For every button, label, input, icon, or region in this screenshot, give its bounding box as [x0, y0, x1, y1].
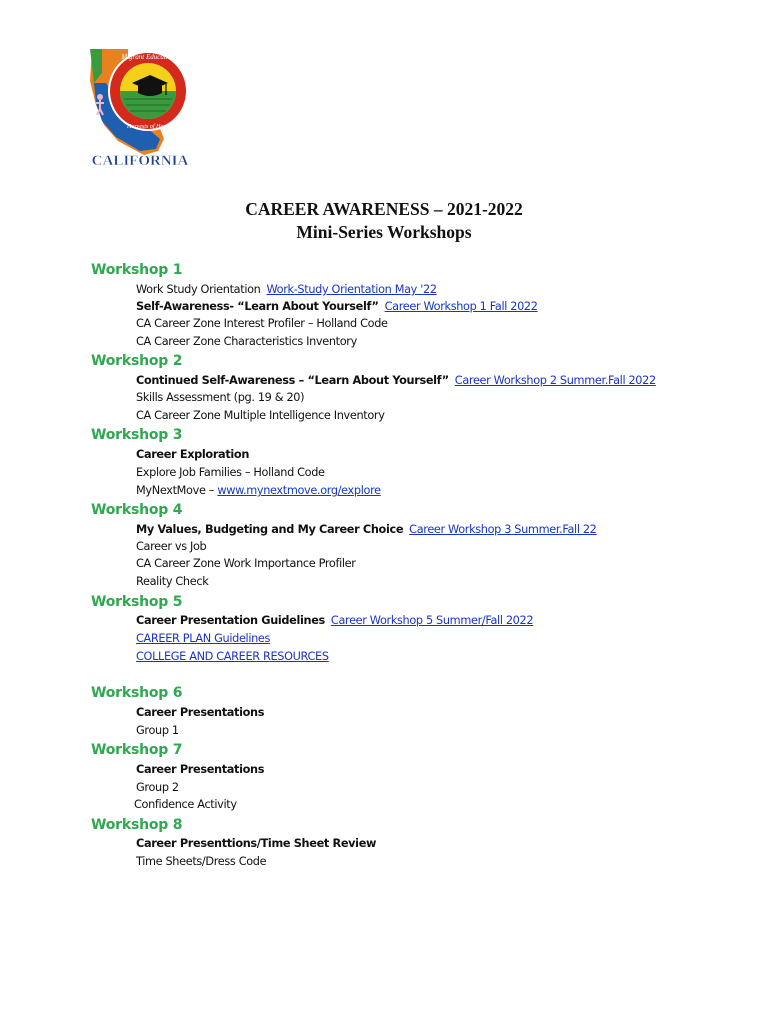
seal-text-bottom: Harvests of Hope — [127, 124, 169, 130]
workshop-4-item-4: Reality Check — [136, 575, 209, 588]
workshop-2-item-2: Skills Assessment (pg. 19 & 20) — [136, 391, 305, 404]
migrant-education-logo — [88, 43, 192, 171]
workshop-5-item-2 — [136, 632, 270, 645]
workshop-5-heading: Workshop 5 — [91, 594, 183, 610]
workshop-7-item-2: Group 2 — [136, 781, 179, 794]
workshop-1-item-1: Work Study Orientation Work-Study Orientation May '22 — [136, 283, 437, 296]
workshop-1-item-4: CA Career Zone Characteristics Inventory — [136, 335, 357, 348]
mynextmove-link[interactable]: www.mynextmove.org/explore — [217, 484, 381, 497]
workshop-2-heading: Workshop 2 — [91, 353, 183, 369]
workshop-3-item-2: Explore Job Families – Holland Code — [136, 466, 325, 479]
workshop-1-heading: Workshop 1 — [91, 262, 183, 278]
workshop-7-heading: Workshop 7 — [91, 742, 183, 758]
seal-text-top: Migrant Education — [121, 53, 175, 61]
workshop-4-heading: Workshop 4 — [91, 502, 183, 518]
workshop-2-item-3: CA Career Zone Multiple Intelligence Inventory — [136, 409, 385, 422]
logo-california-text: CALIFORNIA — [91, 153, 189, 169]
career-workshop-1-link[interactable]: Career Workshop 1 Fall 2022 — [384, 300, 538, 313]
workshop-1-item-2: Self-Awareness- “Learn About Yourself” Career Workshop 1 Fall 2022 — [136, 300, 538, 313]
career-workshop-5-link[interactable]: Career Workshop 5 Summer/Fall 2022 — [330, 614, 534, 627]
workshop-4-item-1: My Values, Budgeting and My Career Choice Career Workshop 3 Summer.Fall 22 — [136, 523, 597, 536]
workshop-1-item-3: CA Career Zone Interest Profiler – Holland Code — [136, 317, 388, 330]
workshop-2-item-1: Continued Self-Awareness – “Learn About Yourself” Career Workshop 2 Summer.Fall 2022 — [136, 374, 656, 387]
career-workshop-3-link[interactable]: Career Workshop 3 Summer.Fall 22 — [409, 523, 597, 536]
workshop-3-item-1: Career Exploration — [136, 448, 250, 461]
college-career-resources-link[interactable]: COLLEGE AND CAREER RESOURCES — [136, 650, 329, 663]
workshop-4-item-3: CA Career Zone Work Importance Profiler — [136, 557, 356, 570]
workshop-6-item-2: Group 1 — [136, 724, 179, 737]
workshop-5-item-1: Career Presentation Guidelines Career Workshop 5 Summer/Fall 2022 — [136, 614, 534, 627]
workshop-8-heading: Workshop 8 — [91, 817, 183, 833]
workshop-5-item-3 — [136, 650, 329, 663]
workshop-3-heading: Workshop 3 — [91, 427, 183, 443]
workshop-8-item-2: Time Sheets/Dress Code — [136, 855, 267, 868]
workshop-3-item-3: MyNextMove – www.mynextmove.org/explore — [136, 484, 447, 497]
workshop-7-item-3: Confidence Activity — [134, 798, 237, 811]
workshop-7-item-1: Career Presentations — [136, 763, 265, 776]
career-plan-guidelines-link[interactable]: CAREER PLAN Guidelines — [136, 632, 271, 645]
workshop-6-item-1: Career Presentations — [136, 706, 265, 719]
work-study-orientation-link[interactable]: Work-Study Orientation May '22 — [266, 283, 437, 296]
workshop-8-item-1: Career Presenttions/Time Sheet Review — [136, 837, 377, 850]
workshop-4-item-2: Career vs Job — [136, 540, 207, 553]
workshop-6-heading: Workshop 6 — [91, 685, 183, 701]
document-subtitle: Mini-Series Workshops — [296, 222, 472, 242]
career-workshop-2-link[interactable]: Career Workshop 2 Summer.Fall 2022 — [454, 374, 656, 387]
document-title: CAREER AWARENESS – 2021-2022 — [245, 199, 523, 219]
